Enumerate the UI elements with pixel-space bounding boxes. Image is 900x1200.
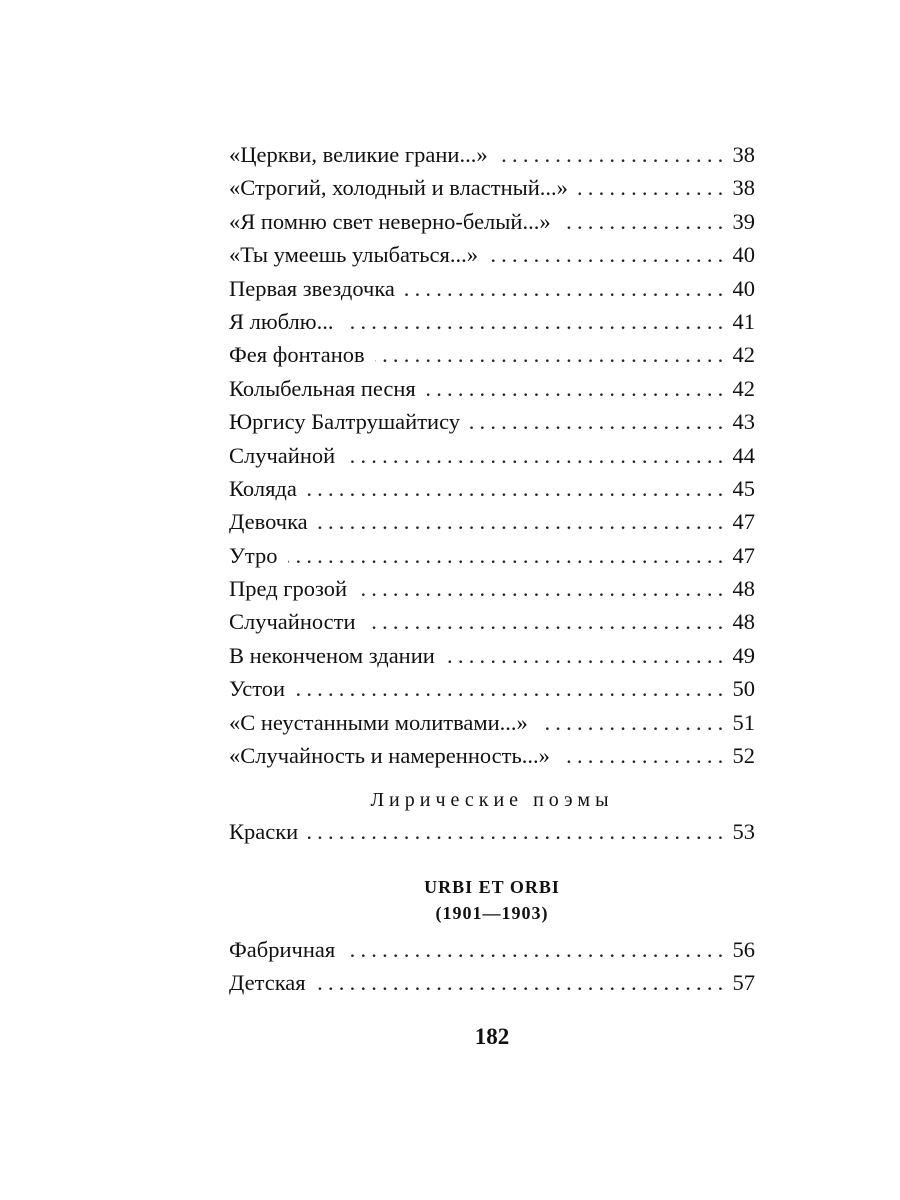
toc-entry-page: 42: [732, 342, 755, 368]
toc-entry-title: Пред грозой: [229, 576, 348, 602]
toc-entry-page: 48: [732, 609, 755, 635]
toc-entry: [229, 706, 755, 739]
toc-entry-page: 38: [732, 142, 755, 167]
toc-leader-dots: [308, 815, 728, 848]
toc-entry-page: 38: [732, 175, 755, 201]
toc-list-lyrical: [229, 815, 755, 848]
toc-entry: [229, 539, 755, 572]
toc-entry: [229, 505, 755, 538]
toc-entry-title: «Я помню свет неверно-белый...»: [229, 208, 551, 234]
toc-list-urbi: [229, 933, 755, 1000]
toc-entry-title: Утро: [229, 542, 278, 568]
toc-entry-page: 49: [732, 642, 755, 668]
toc-entry-title: Случайной: [229, 442, 336, 468]
toc-entry-page: 40: [732, 242, 755, 268]
toc-entry-page: 47: [732, 542, 755, 568]
toc-entry: [229, 439, 755, 472]
toc-entry: [229, 305, 755, 338]
toc-entry-title: «С неустанными молитвами...»: [229, 709, 528, 735]
toc-leader-dots: [307, 472, 729, 505]
toc-leader-dots: [345, 439, 728, 472]
toc-entry: [229, 605, 755, 638]
toc-leader-dots: [578, 171, 729, 204]
toc-entry: [229, 472, 755, 505]
toc-leader-dots: [561, 205, 729, 238]
toc-entry-title: Фея фонтанов: [229, 342, 365, 368]
toc-leader-dots: [345, 933, 728, 966]
toc-leader-dots: [405, 272, 729, 305]
toc-leader-dots: [560, 739, 729, 772]
toc-entry-title: «Ты умеешь улыбаться...»: [229, 242, 479, 268]
toc-entry-page: 47: [732, 509, 755, 535]
toc-leader-dots: [498, 138, 729, 171]
toc-leader-dots: [318, 505, 729, 538]
toc-entry: [229, 338, 755, 371]
toc-entry: [229, 171, 755, 204]
toc-entry-page: 48: [732, 576, 755, 602]
toc-leader-dots: [538, 706, 729, 739]
toc-entry: [229, 138, 755, 171]
toc-entry-title: Детская: [229, 970, 306, 996]
toc-entry-title: «Случайность и намеренность...»: [229, 743, 550, 769]
toc-entry: [229, 672, 755, 705]
section-heading-years: (1901—1903): [435, 903, 549, 923]
toc-entry-page: 43: [732, 409, 755, 435]
toc-entry: [229, 238, 755, 271]
toc-entry-page: 50: [732, 676, 755, 702]
section-heading-lyrical-poems: Лирические поэмы: [370, 789, 614, 811]
toc-entry: [229, 405, 755, 438]
toc-entry-title: «Церкви, великие грани...»: [229, 142, 488, 167]
toc-leader-dots: [470, 405, 728, 438]
toc-entry-title: Случайности: [229, 609, 356, 635]
toc-leader-dots: [316, 966, 729, 999]
toc-entry-title: В неконченом здании: [229, 642, 435, 668]
toc-entry-page: 51: [732, 709, 755, 735]
toc-entry-title: Девочка: [229, 509, 308, 535]
toc-entry: [229, 272, 755, 305]
toc-entry: [229, 933, 755, 966]
toc-entry-title: «Строгий, холодный и властный...»: [229, 175, 568, 201]
toc-entry-title: Колыбельная песня: [229, 375, 416, 401]
toc-entry-page: 39: [732, 208, 755, 234]
toc-entry-title: Коляда: [229, 475, 297, 501]
toc-entry-page: 44: [732, 442, 755, 468]
toc-leader-dots: [288, 539, 729, 572]
toc-leader-dots: [375, 338, 729, 371]
toc-entry-title: Фабричная: [229, 937, 336, 962]
toc-leader-dots: [343, 305, 728, 338]
toc-entry-page: 41: [732, 308, 755, 334]
toc-entry: [229, 205, 755, 238]
toc-leader-dots: [366, 605, 729, 638]
toc-entry: [229, 966, 755, 999]
toc-entry: [229, 815, 755, 848]
toc-entry-page: 53: [732, 819, 755, 844]
toc-entry-page: 52: [732, 743, 755, 769]
toc-leader-dots: [426, 372, 729, 405]
page-number: 182: [474, 1024, 510, 1049]
toc-entry-title: Первая звездочка: [229, 275, 395, 301]
toc-list-main: [229, 138, 755, 772]
toc-entry: [229, 572, 755, 605]
toc-entry-page: 42: [732, 375, 755, 401]
toc-entry-title: Я люблю...: [229, 308, 334, 334]
toc-entry-page: 45: [732, 475, 755, 501]
section-heading-urbi-et-orbi: URBI ET ORBI: [424, 877, 560, 897]
toc-entry: [229, 739, 755, 772]
toc-entry-page: 56: [732, 937, 755, 962]
toc-entry-page: 40: [732, 275, 755, 301]
toc-leader-dots: [445, 639, 729, 672]
toc-entry-title: Юргису Балтрушайтису: [229, 409, 461, 435]
toc-leader-dots: [488, 238, 728, 271]
toc-leader-dots: [357, 572, 728, 605]
toc-entry-page: 57: [732, 970, 755, 996]
toc-entry: [229, 372, 755, 405]
toc-entry: [229, 639, 755, 672]
toc-entry-title: Устои: [229, 676, 286, 702]
toc-entry-title: Краски: [229, 819, 299, 844]
toc-leader-dots: [295, 672, 728, 705]
